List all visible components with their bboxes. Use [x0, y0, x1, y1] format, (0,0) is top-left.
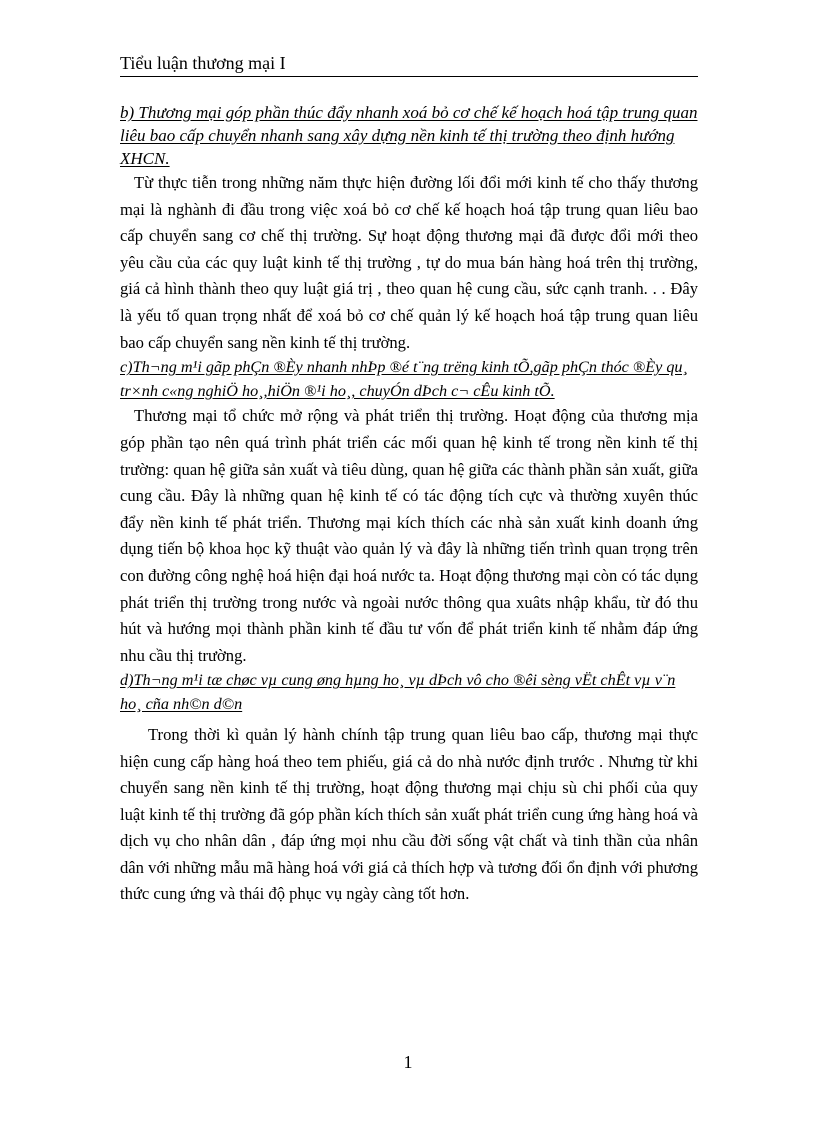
section-d-heading: d)Th¬ng m¹i tæ chøc vµ cung øng hµng ho¸ vµ dÞch vô cho ®êi sèng vËt chÊt vµ v¨n ho¸ cña nh©n d©n [120, 671, 676, 713]
section-d-paragraph: Trong thời kì quản lý hành chính tập trung quan liêu bao cấp, thương mại thực hiện cung cấp hàng hoá theo tem phiếu, giá cả do nhà nước định trước . Nhưng từ khi chuyển sang nền kinh tế thị trường, hoạt động thương mại chịu sù chi phối của quy luật kinh tế thị trường đã góp phần kích thích sản xuất phát triển cung ứng hàng hoá và dịch vụ cho nhân dân , đáp ứng mọi nhu cầu đời sống vật chất và tinh thần của nhân dân với những mẫu mã hàng hoá với giá cả thích hợp và tương đối ổn định với phương thức cung ứng và thái độ phục vụ ngày càng tốt hơn. [120, 725, 698, 903]
document-body [120, 101, 698, 907]
page-number: 1 [403, 1052, 413, 1072]
running-header [120, 52, 698, 77]
section-b-heading: b) Thương mại góp phần thúc đẩy nhanh xoá bỏ cơ chế kế hoạch hoá tập trung quan liêu bao cấp chuyển nhanh sang xây dựng nền kinh tế thị trường theo định hướng XHCN. [120, 103, 698, 168]
section-b-paragraph: Từ thực tiễn trong những năm thực hiện đường lối đổi mới kinh tế cho thấy thương mại là nghành đi đầu trong việc xoá bỏ cơ chế kế hoạch hoá tập trung quan liêu bao cấp chuyển sang cơ chế thị trường. Sự hoạt động thương mại đã được đổi mới theo yêu cầu của các quy luật kinh tế thị trường , tự do mua bán hàng hoá trên thị trường, giá cả hình thành theo quy luật giá trị , theo quan hệ cung cầu, sức cạnh tranh. . . Đây là yếu tố quan trọng nhất để xoá bỏ cơ chế quản lý kế hoạch hoá tập trung quan liêu bao cấp chuyển sang nền kinh tế thị trường. [120, 173, 698, 352]
header-title: Tiểu luận thương mại I [120, 53, 286, 73]
section-c-heading: c)Th¬ng m¹i gãp phÇn ®Èy nhanh nhÞp ®é t¨ng trëng kinh tÕ,gãp phÇn thóc ®Èy qu¸ tr×nh c«ng nghiÖ ho¸,hiÖn ®¹i ho¸, chuyÓn dÞch c¬ cÊu kinh tÕ. [120, 358, 688, 400]
section-c-paragraph: Thương mại tổ chức mở rộng và phát triển thị trường. Hoạt động của thương mịa góp phần tạo nên quá trình phát triển các mối quan hệ kinh tế trong nền kinh tế thị trường: quan hệ giữa sản xuất và tiêu dùng, quan hệ giữa các thành phần sản xuất, giữa cung cầu. Đây là những quan hệ kinh tế có tác động tích cực và thường xuyên thúc đẩy nền kinh tế phát triển. Thương mại kích thích các nhà sản xuất kinh doanh ứng dụng tiến bộ khoa học kỹ thuật vào quản lý và đây là những tiến trình quan trọng trên con đường công nghệ hoá hiện đại hoá nước ta. Hoạt động thương mại còn có tác dụng phát triển thị trường trong nước và ngoài nước thông qua xuâts nhập khẩu, từ đó thu hút và hướng mọi thành phần kinh tế đầu tư vốn để phát triển kinh tế nhằm đáp ứng nhu cầu thị trường. [120, 406, 698, 665]
